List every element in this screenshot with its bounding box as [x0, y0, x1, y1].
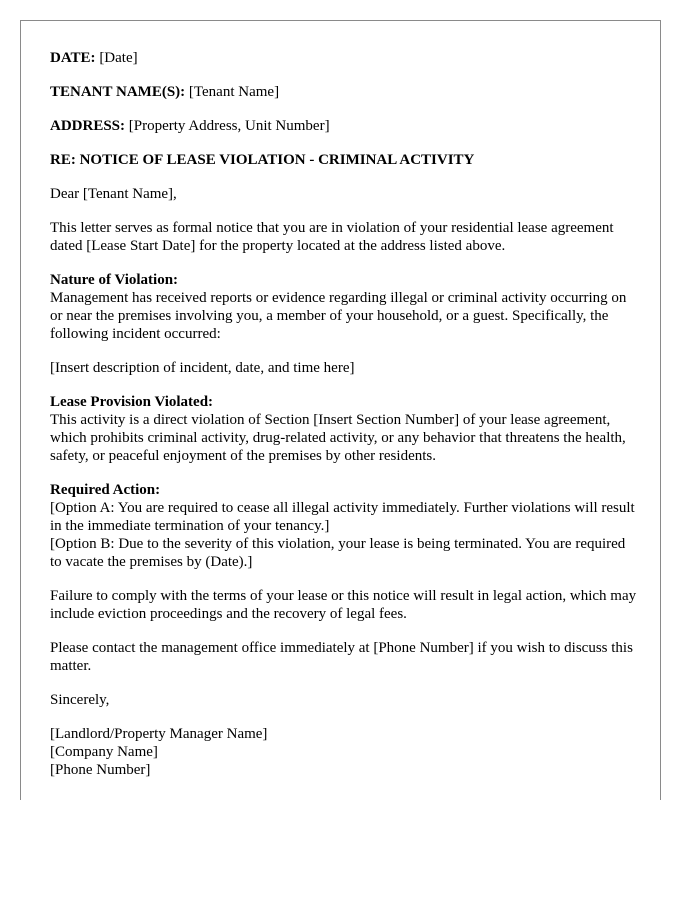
sign-off: Sincerely, [50, 692, 110, 708]
address-value: [Property Address, Unit Number] [128, 118, 330, 134]
address-line [50, 117, 640, 135]
nature-text: Management has received reports or evidence regarding illegal or criminal activity occurring on or near the premises involving you, a member of your household, or a guest. Specifically, the following incident occurred: [50, 290, 627, 342]
salutation: Dear [Tenant Name], [50, 186, 177, 202]
manager-name: [Landlord/Property Manager Name] [50, 726, 268, 742]
address-label: ADDRESS: [50, 118, 126, 134]
contact-paragraph: Please contact the management office immediately at [Phone Number] if you wish to discuss this matter. [50, 640, 633, 674]
tenant-label: TENANT NAME(S): [50, 84, 186, 100]
tenant-value: [Tenant Name] [188, 84, 280, 100]
option-a-text: [Option A: You are required to cease all illegal activity immediately. Further violations will result in the immediate termination of your tenancy.] [50, 500, 635, 534]
date-label: DATE: [50, 50, 96, 66]
date-value: [Date] [99, 50, 138, 66]
phone-number: [Phone Number] [50, 762, 151, 778]
subject-line: RE: NOTICE OF LEASE VIOLATION - CRIMINAL ACTIVITY [50, 152, 475, 168]
intro-paragraph: This letter serves as formal notice that you are in violation of your residential lease agreement dated [Lease Start Date] for the property located at the address listed above. [50, 220, 614, 254]
date-line [50, 49, 640, 67]
nature-section [50, 271, 640, 343]
letter-page [20, 20, 661, 800]
incident-placeholder: [Insert description of incident, date, and time here] [50, 360, 355, 376]
signature-block [50, 725, 640, 779]
company-name: [Company Name] [50, 744, 158, 760]
provision-heading: Lease Provision Violated: [50, 394, 214, 410]
letter-content [50, 49, 640, 795]
failure-paragraph: Failure to comply with the terms of your lease or this notice will result in legal action, which may include eviction proceedings and the recovery of legal fees. [50, 588, 637, 622]
nature-heading: Nature of Violation: [50, 272, 179, 288]
action-heading: Required Action: [50, 482, 161, 498]
provision-text: This activity is a direct violation of Section [Insert Section Number] of your lease agreement, which prohibits criminal activity, drug-related activity, or any behavior that threatens the health, safety, or peaceful enjoyment of the premises by other residents. [50, 412, 626, 464]
option-b-text: [Option B: Due to the severity of this violation, your lease is being terminated. You are required to vacate the premises by (Date).] [50, 536, 626, 570]
tenant-line [50, 83, 640, 101]
action-section [50, 481, 640, 571]
provision-section [50, 393, 640, 465]
